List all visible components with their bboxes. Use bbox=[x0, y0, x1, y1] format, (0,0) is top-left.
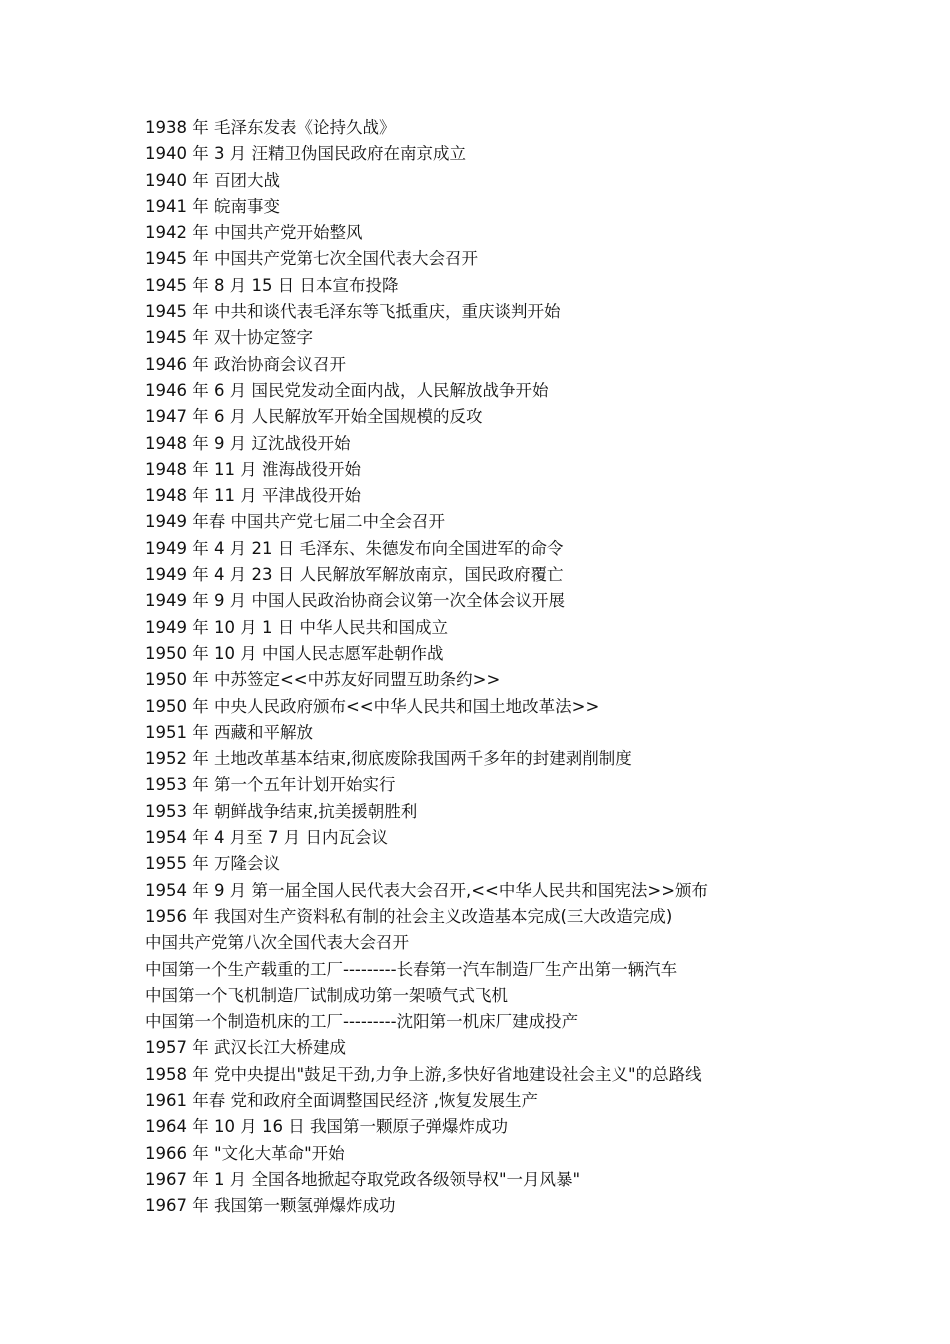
timeline-line: 1953 年 第一个五年计划开始实行 bbox=[145, 775, 396, 795]
timeline-line: 1946 年 政治协商会议召开 bbox=[145, 354, 346, 374]
timeline-line: 1961 年春 党和政府全面调整国民经济 ,恢复发展生产 bbox=[145, 1090, 538, 1110]
timeline-line: 1967 年 我国第一颗氢弹爆炸成功 bbox=[145, 1196, 396, 1216]
timeline-line: 1950 年 10 月 中国人民志愿军赴朝作战 bbox=[145, 643, 444, 663]
timeline-line: 1967 年 1 月 全国各地掀起夺取党政各级领导权"一月风暴" bbox=[145, 1169, 581, 1189]
timeline-line: 1952 年 土地改革基本结束,彻底废除我国两千多年的封建剥削制度 bbox=[145, 749, 632, 769]
timeline-line: 1957 年 武汉长江大桥建成 bbox=[145, 1038, 346, 1058]
timeline-line: 中国第一个飞机制造厂试制成功第一架喷气式飞机 bbox=[145, 985, 508, 1005]
timeline-line: 1946 年 6 月 国民党发动全面内战，人民解放战争开始 bbox=[145, 380, 549, 400]
timeline-line: 1951 年 西藏和平解放 bbox=[145, 722, 313, 742]
timeline-line: 1947 年 6 月 人民解放军开始全国规模的反攻 bbox=[145, 407, 483, 427]
timeline-line: 中国共产党第八次全国代表大会召开 bbox=[145, 933, 409, 953]
timeline-line: 1966 年 "文化大革命"开始 bbox=[145, 1143, 345, 1163]
timeline-list bbox=[145, 115, 925, 1219]
timeline-line: 1949 年 4 月 23 日 人民解放军解放南京，国民政府覆亡 bbox=[145, 565, 564, 585]
timeline-line: 1950 年 中央人民政府颁布<<中华人民共和国土地改革法>> bbox=[145, 696, 600, 716]
timeline-line: 1945 年 中国共产党第七次全国代表大会召开 bbox=[145, 249, 478, 269]
timeline-line: 1940 年 百团大战 bbox=[145, 170, 280, 190]
timeline-line: 1948 年 11 月 淮海战役开始 bbox=[145, 459, 361, 479]
timeline-line: 中国第一个生产载重的工厂---------长春第一汽车制造厂生产出第一辆汽车 bbox=[145, 959, 678, 979]
timeline-line: 1941 年 皖南事变 bbox=[145, 196, 280, 216]
timeline-line: 1938 年 毛泽东发表《论持久战》 bbox=[145, 118, 396, 137]
timeline-line: 1950 年 中苏签定<<中苏友好同盟互助条约>> bbox=[145, 670, 501, 690]
timeline-line: 1949 年春 中国共产党七届二中全会召开 bbox=[145, 512, 445, 532]
timeline-line: 1942 年 中国共产党开始整风 bbox=[145, 223, 363, 243]
timeline-line: 1956 年 我国对生产资料私有制的社会主义改造基本完成(三大改造完成) bbox=[145, 906, 673, 926]
timeline-line: 1949 年 4 月 21 日 毛泽东、朱德发布向全国进军的命令 bbox=[145, 538, 564, 558]
timeline-line: 1945 年 8 月 15 日 日本宣布投降 bbox=[145, 275, 399, 295]
timeline-line: 1953 年 朝鲜战争结束,抗美援朝胜利 bbox=[145, 801, 418, 821]
timeline-line: 1954 年 9 月 第一届全国人民代表大会召开,<<中华人民共和国宪法>>颁布 bbox=[145, 880, 709, 900]
timeline-line: 1949 年 10 月 1 日 中华人民共和国成立 bbox=[145, 617, 448, 637]
timeline-line: 1945 年 中共和谈代表毛泽东等飞抵重庆，重庆谈判开始 bbox=[145, 302, 561, 322]
timeline-line: 1945 年 双十协定签字 bbox=[145, 328, 313, 348]
timeline-line: 1948 年 11 月 平津战役开始 bbox=[145, 486, 361, 506]
timeline-line: 1949 年 9 月 中国人民政治协商会议第一次全体会议开展 bbox=[145, 591, 565, 611]
timeline-line: 1955 年 万隆会议 bbox=[145, 854, 280, 874]
timeline-line: 1954 年 4 月至 7 月 日内瓦会议 bbox=[145, 828, 388, 848]
timeline-line: 中国第一个制造机床的工厂---------沈阳第一机床厂建成投产 bbox=[145, 1012, 579, 1032]
timeline-line: 1958 年 党中央提出"鼓足干劲,力争上游,多快好省地建设社会主义"的总路线 bbox=[145, 1064, 702, 1084]
timeline-line: 1940 年 3 月 汪精卫伪国民政府在南京成立 bbox=[145, 144, 466, 164]
timeline-line: 1948 年 9 月 辽沈战役开始 bbox=[145, 433, 351, 453]
timeline-line: 1964 年 10 月 16 日 我国第一颗原子弹爆炸成功 bbox=[145, 1117, 508, 1137]
